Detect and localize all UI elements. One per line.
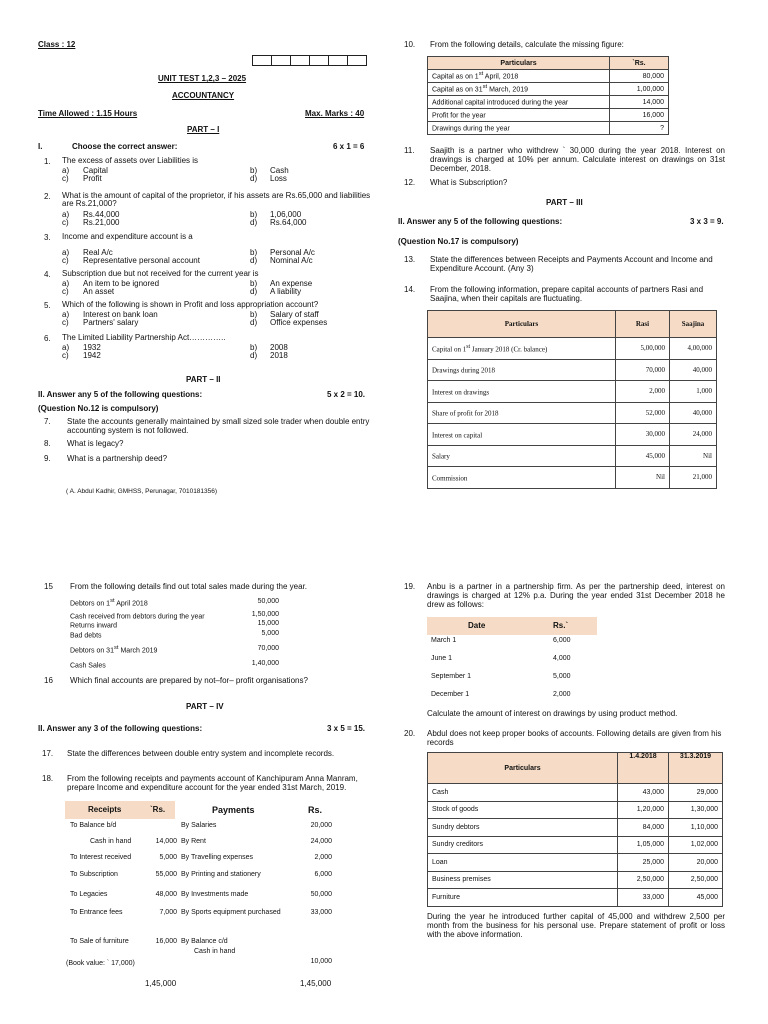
- class-label: Class : 12: [38, 40, 76, 49]
- q20-header-date2: 31.3.2019: [669, 753, 723, 784]
- q14-particular-pre: Commission: [432, 473, 468, 482]
- q18-receipt-item: To Interest received: [70, 854, 132, 861]
- mcq-question: What is the amount of capital of the proprietor, if his assets are Rs.65,000 and liabilities are Rs.21,000?: [62, 191, 371, 208]
- q20-closing: 29,000: [669, 784, 723, 802]
- part2-compulsory: (Question No.12 is compulsory): [38, 404, 159, 413]
- q10-particular-post: March, 2019: [487, 86, 528, 94]
- option-text: Personal A/c: [270, 248, 315, 257]
- option-letter: d): [250, 218, 258, 227]
- q18-receipt-amount: 16,000: [155, 938, 177, 945]
- q16-number: 16: [44, 676, 53, 685]
- option-text: A liability: [270, 287, 302, 296]
- q15-item-sup: st: [110, 598, 115, 604]
- q14-saajina-value: 40,000: [670, 359, 717, 381]
- mcq-question: Subscription due but not received for the current year is: [62, 269, 259, 278]
- option-text: 1942: [83, 351, 101, 360]
- option-text: Profit: [83, 174, 102, 183]
- q14-particular: [428, 467, 616, 489]
- q19-header-shade: [427, 617, 597, 635]
- q15-value: 1,50,000: [251, 611, 279, 618]
- q10-table: [427, 56, 669, 135]
- q13-number: 13.: [404, 255, 416, 264]
- q14-number: 14.: [404, 285, 416, 294]
- q15-text: From the following details find out total sales made during the year.: [70, 582, 308, 591]
- option-letter: c): [62, 351, 69, 360]
- q7-number: 7.: [44, 417, 51, 426]
- q20-particular: Cash: [428, 784, 618, 802]
- q18-total-payments: 1,45,000: [300, 979, 332, 988]
- option-text: Rs.21,000: [83, 218, 120, 227]
- q14-saajina-value: Nil: [670, 445, 717, 467]
- q14-particular-post: January 2018 (Cr. balance): [470, 344, 548, 353]
- option-letter: d): [250, 287, 258, 296]
- q12-number: 12.: [404, 178, 416, 187]
- part4-instruction: II. Answer any 3 of the following questions:: [38, 724, 203, 733]
- q10-value: ?: [610, 122, 669, 135]
- q19-number: 19.: [404, 582, 416, 591]
- part3-compulsory: (Question No.17 is compulsory): [398, 237, 519, 246]
- q14-header-rasi: Rasi: [616, 311, 670, 338]
- part4-title: PART – IV: [186, 702, 224, 711]
- q14-header-saajina: Saajina: [670, 311, 717, 338]
- q14-row: [428, 424, 717, 446]
- q15-value: 1,40,000: [251, 660, 279, 667]
- q20-row: [428, 889, 723, 907]
- mcq-number: 4.: [44, 270, 51, 279]
- q10-particular: [428, 83, 610, 96]
- mcq-number: 2.: [44, 192, 51, 201]
- q10-number: 10.: [404, 40, 416, 49]
- mcq-number: 5.: [44, 301, 51, 310]
- option-letter: c): [62, 256, 69, 265]
- q15-item-sup: st: [113, 645, 119, 651]
- q15-number: 15: [44, 582, 53, 591]
- q10-header-rs: `Rs.: [610, 57, 669, 70]
- q15-value: 50,000: [257, 598, 279, 605]
- q20-particular: Furniture: [428, 889, 618, 907]
- q20-particular: Loan: [428, 854, 618, 872]
- q18-payment-amount: 10,000: [310, 958, 332, 965]
- q20-opening: 33,000: [618, 889, 669, 907]
- q20-particular: Stock of goods: [428, 801, 618, 819]
- q14-saajina-value: 4,00,000: [670, 338, 717, 360]
- q14-row: [428, 467, 717, 489]
- q20-text: Abdul does not keep proper books of accounts. Following details are given from his records: [427, 729, 722, 747]
- q19-date: June 1: [431, 655, 453, 662]
- q14-saajina-value: 24,000: [670, 424, 717, 446]
- q15-item-pre: Cash Sales: [70, 662, 106, 670]
- q15-item: [70, 645, 157, 654]
- option-text: 1932: [83, 343, 101, 352]
- option-letter: d): [250, 318, 258, 327]
- q7-text: State the accounts generally maintained by small sized sole trader when double entry accounting system is not followed.: [67, 417, 370, 435]
- q14-particular-pre: Interest on capital: [432, 430, 483, 439]
- q20-closing: 20,000: [669, 854, 723, 872]
- q8-text: What is legacy?: [67, 439, 124, 448]
- q19-text: Anbu is a partner in a partnership firm. As per the partnership deed, interest on drawings is charged at 12% p.a. During the year ended 31st December 2018 he drew as follows:: [427, 582, 725, 609]
- mcq-question: Income and expenditure account is a: [62, 232, 193, 241]
- q19-amount: 2,000: [553, 691, 571, 698]
- q14-row: [428, 381, 717, 403]
- q20-closing: 1,10,000: [669, 819, 723, 837]
- q19-date: March 1: [431, 637, 457, 644]
- q18-payment-amount: 2,000: [314, 854, 332, 861]
- option-text: Cash: [270, 166, 289, 175]
- option-letter: c): [62, 174, 69, 183]
- q19-date: September 1: [431, 673, 472, 680]
- q20-row: [428, 871, 723, 889]
- q10-value: 14,000: [610, 96, 669, 109]
- option-letter: c): [62, 218, 69, 227]
- q15-item: [70, 620, 117, 629]
- q10-particular-sup: st: [482, 84, 488, 91]
- option-text: Rs.44,000: [83, 210, 120, 219]
- option-letter: b): [250, 248, 258, 257]
- q14-row: [428, 359, 717, 381]
- q18-receipt-item: Cash in hand: [90, 838, 132, 845]
- q19-header-date: Date: [468, 621, 486, 630]
- q20-opening: 25,000: [618, 854, 669, 872]
- q9-number: 9.: [44, 454, 51, 463]
- q20-particular: Sundry debtors: [428, 819, 618, 837]
- option-letter: d): [250, 256, 258, 265]
- q10-row: [428, 70, 669, 83]
- q20-row: [428, 784, 723, 802]
- option-letter: a): [62, 343, 70, 352]
- q18-payment-item: By Printing and stationery: [181, 871, 261, 878]
- q10-particular-pre: Additional capital introduced during the year: [432, 99, 569, 107]
- q18-receipt-item: To Sale of furniture: [70, 938, 129, 945]
- q20-opening: 1,05,000: [618, 836, 669, 854]
- option-letter: c): [62, 318, 69, 327]
- q18-payment-item: By Investments made: [181, 891, 249, 898]
- option-text: Interest on bank loan: [83, 310, 158, 319]
- q14-particular: [428, 381, 616, 403]
- q15-item-post: April 2018: [114, 600, 148, 608]
- q13-text: State the differences between Receipts and Payments Account and Income and Expenditure Account. (Any 3): [430, 255, 713, 273]
- option-text: An item to be ignored: [83, 279, 160, 288]
- q14-particular: [428, 445, 616, 467]
- part2-marks: 5 x 2 = 10.: [327, 390, 366, 399]
- q20-closing: 2,50,000: [669, 871, 723, 889]
- q10-particular: [428, 96, 610, 109]
- q15-item: [70, 630, 102, 639]
- q20-opening: 1,20,000: [618, 801, 669, 819]
- part3-title: PART – III: [546, 198, 583, 207]
- q8-number: 8.: [44, 439, 51, 448]
- q18-payment-item: By Rent: [181, 838, 206, 845]
- q14-particular-pre: Salary: [432, 452, 450, 461]
- option-text: Salary of staff: [270, 310, 319, 319]
- q18-receipt-amount: 14,000: [155, 838, 177, 845]
- q18-receipt-item: (Book value: ` 17,000): [66, 960, 135, 967]
- q17-text: State the differences between double entry system and incomplete records.: [67, 749, 335, 758]
- option-text: 2018: [270, 351, 288, 360]
- q10-particular-pre: Drawings during the year: [432, 125, 510, 133]
- q15-item-pre: Bad debts: [70, 632, 102, 640]
- option-letter: d): [250, 174, 258, 183]
- mcq-question: Which of the following is shown in Profit and loss appropriation account?: [62, 300, 319, 309]
- part4-marks: 3 x 5 = 15.: [327, 724, 366, 733]
- option-text: An expense: [270, 279, 313, 288]
- q15-item-post: March 2019: [118, 647, 158, 655]
- q18-receipt-amount: 7,000: [159, 909, 177, 916]
- subject-title: ACCOUNTANCY: [172, 91, 235, 100]
- option-letter: a): [62, 279, 70, 288]
- q14-particular-pre: Capital on 1: [432, 344, 467, 353]
- option-text: 1,06,000: [270, 210, 302, 219]
- q11-text: Saajith is a partner who withdrew ` 30,000 during the year 2018. Interest on drawings is charged at 10% per annum. Calculate interest on drawings on 31st December, 2018.: [430, 146, 725, 173]
- option-letter: b): [250, 343, 258, 352]
- q20-closing: 45,000: [669, 889, 723, 907]
- q15-value: 5,000: [261, 630, 279, 637]
- part2-instruction: II. Answer any 5 of the following questions:: [38, 390, 203, 399]
- option-text: Partners' salary: [83, 318, 139, 327]
- q20-closing: 1,02,000: [669, 836, 723, 854]
- q18-payment-item: By Travelling expenses: [181, 854, 253, 861]
- q14-particular-pre: Share of profit for 2018: [432, 409, 499, 418]
- q18-header-receipts: Receipts: [88, 805, 122, 814]
- option-text: 2008: [270, 343, 288, 352]
- q18-receipt-amount: 48,000: [155, 891, 177, 898]
- q18-total-receipts: 1,45,000: [145, 979, 177, 988]
- part1-instruction: Choose the correct answer:: [72, 142, 178, 151]
- q14-particular: [428, 359, 616, 381]
- option-letter: a): [62, 248, 70, 257]
- q10-particular: [428, 109, 610, 122]
- q20-header-date1: 1.4.2018: [618, 753, 669, 784]
- q18-payment-amount: 6,000: [314, 871, 332, 878]
- q18-payment-amount: 33,000: [310, 909, 332, 916]
- q18-payment-amount: 24,000: [310, 838, 332, 845]
- q14-rasi-value: 70,000: [616, 359, 670, 381]
- q20-header-particulars: Particulars: [428, 753, 618, 784]
- q14-rasi-value: 52,000: [616, 402, 670, 424]
- q14-table: [427, 310, 717, 489]
- q14-row: [428, 445, 717, 467]
- option-text: Office expenses: [270, 318, 328, 327]
- q15-item-pre: Returns inward: [70, 622, 118, 630]
- q18-payment-amount: 20,000: [310, 822, 332, 829]
- option-letter: d): [250, 351, 258, 360]
- q18-payment-item: By Salaries: [181, 822, 217, 829]
- option-letter: a): [62, 166, 70, 175]
- part2-title: PART – II: [186, 375, 221, 384]
- q18-receipt-item: To Legacies: [70, 891, 108, 898]
- q10-value: 1,00,000: [610, 83, 669, 96]
- q18-receipt-item: To Entrance fees: [70, 909, 123, 916]
- q20-row: [428, 854, 723, 872]
- q14-particular-pre: Interest on drawings: [432, 387, 490, 396]
- mcq-question: The excess of assets over Liabilities is: [62, 156, 199, 165]
- q14-saajina-value: 21,000: [670, 467, 717, 489]
- part3-instruction: II. Answer any 5 of the following questions:: [398, 217, 563, 226]
- option-letter: b): [250, 166, 258, 175]
- q20-particular: Sundry creditors: [428, 836, 618, 854]
- option-letter: b): [250, 279, 258, 288]
- test-title: UNIT TEST 1,2,3 – 2025: [158, 74, 247, 83]
- q14-particular: [428, 402, 616, 424]
- q15-item: [70, 611, 205, 620]
- q18-receipt-item: To Subscription: [70, 871, 118, 878]
- mcq-question: The Limited Liability Partnership Act…………..: [62, 333, 226, 342]
- q14-rasi-value: 5,00,000: [616, 338, 670, 360]
- mcq-number: 3.: [44, 233, 51, 242]
- q20-row: [428, 836, 723, 854]
- q14-particular: [428, 424, 616, 446]
- q20-row: [428, 819, 723, 837]
- mcq-number: 6.: [44, 334, 51, 343]
- q20-particular: Business premises: [428, 871, 618, 889]
- q19-date: December 1: [431, 691, 470, 698]
- q19-footer: Calculate the amount of interest on drawings by using product method.: [427, 709, 678, 718]
- q19-amount: 4,000: [553, 655, 571, 662]
- q18-header-payments: Payments: [212, 805, 255, 815]
- option-letter: b): [250, 210, 258, 219]
- option-letter: b): [250, 310, 258, 319]
- q9-text: What is a partnership deed?: [67, 454, 168, 463]
- option-text: Nominal A/c: [270, 256, 313, 265]
- q20-number: 20.: [404, 729, 416, 738]
- q18-payment-item: By Balance c/d: [181, 938, 228, 945]
- q10-particular-pre: Capital as on 31: [432, 86, 483, 94]
- q19-amount: 6,000: [553, 637, 571, 644]
- q10-particular-sup: st: [478, 71, 484, 78]
- q14-row: [428, 402, 717, 424]
- max-marks: Max. Marks : 40: [305, 109, 365, 118]
- q20-closing: 1,30,000: [669, 801, 723, 819]
- q14-rasi-value: 30,000: [616, 424, 670, 446]
- q14-row: [428, 338, 717, 360]
- q15-item-pre: Debtors on 1: [70, 600, 111, 608]
- q18-text: From the following receipts and payments account of Kanchipuram Anna Manram, prepare Income and expenditure account for the year ended 31st March, 2019.: [67, 774, 358, 792]
- q16-text: Which final accounts are prepared by not–for– profit organisations?: [70, 676, 308, 685]
- q10-particular-pre: Profit for the year: [432, 112, 486, 120]
- q10-value: 80,000: [610, 70, 669, 83]
- q20-table: [427, 752, 723, 907]
- q14-particular: [428, 338, 616, 360]
- q14-rasi-value: 45,000: [616, 445, 670, 467]
- author-credit: ( A. Abdul Kadhir, GMHSS, Perunagar, 7010181356): [66, 488, 218, 495]
- option-text: Representative personal account: [83, 256, 200, 265]
- q19-header-rs: Rs.`: [553, 621, 569, 630]
- q11-number: 11.: [404, 146, 415, 155]
- q10-particular: [428, 70, 610, 83]
- option-text: Loss: [270, 174, 287, 183]
- q17-number: 17.: [42, 749, 54, 758]
- part1-marks: 6 x 1 = 6: [333, 142, 365, 151]
- q20-opening: 2,50,000: [618, 871, 669, 889]
- q20-footer: During the year he introduced further capital of 45,000 and withdrew 2,500 per month from the business for his personal use. Prepare statement of profit or loss with the above information.: [427, 912, 725, 939]
- q10-row: [428, 122, 669, 135]
- q14-rasi-value: 2,000: [616, 381, 670, 403]
- q18-receipt-amount: 55,000: [155, 871, 177, 878]
- q15-item-pre: Debtors on 31: [70, 647, 114, 655]
- q18-receipt-amount: 5,000: [159, 854, 177, 861]
- q18-payment-amount: 50,000: [310, 891, 332, 898]
- q18-header-rs1: `Rs.: [150, 805, 166, 814]
- q14-rasi-value: Nil: [616, 467, 670, 489]
- q10-row: [428, 96, 669, 109]
- q18-receipt-item: To Balance b/d: [70, 822, 117, 829]
- q12-text: What is Subscription?: [430, 178, 508, 187]
- q20-row: [428, 801, 723, 819]
- q20-opening: 43,000: [618, 784, 669, 802]
- q15-value: 15,000: [257, 620, 279, 627]
- time-allowed: Time Allowed : 1.15 Hours: [38, 109, 138, 118]
- q10-text: From the following details, calculate the missing figure:: [430, 40, 624, 49]
- q15-item: [70, 660, 106, 669]
- option-text: An asset: [83, 287, 115, 296]
- part1-title: PART – I: [187, 125, 220, 134]
- q10-row: [428, 109, 669, 122]
- option-text: Rs.64,000: [270, 218, 307, 227]
- part3-marks: 3 x 3 = 9.: [690, 217, 724, 226]
- q10-particular: [428, 122, 610, 135]
- q20-opening: 84,000: [618, 819, 669, 837]
- q14-particular-sup: st: [466, 343, 471, 350]
- q18-number: 18.: [42, 774, 54, 783]
- roll-number-boxes: [252, 55, 367, 66]
- option-letter: c): [62, 287, 69, 296]
- q10-row: [428, 83, 669, 96]
- q15-item-pre: Cash received from debtors during the year: [70, 613, 205, 621]
- q10-particular-pre: Capital as on 1: [432, 73, 479, 81]
- q10-value: 16,000: [610, 109, 669, 122]
- option-letter: a): [62, 210, 70, 219]
- part1-roman: I.: [38, 142, 43, 151]
- q19-amount: 5,000: [553, 673, 571, 680]
- q14-text: From the following information, prepare capital accounts of partners Rasi and Saajina, when their capitals are fluctuating.: [430, 285, 704, 303]
- q14-particular-pre: Drawings during 2018: [432, 366, 495, 375]
- q18-payment-item: Cash in hand: [194, 948, 236, 955]
- q15-item: [70, 598, 148, 607]
- q18-header-rs2: Rs.: [308, 805, 323, 815]
- option-text: Real A/c: [83, 248, 113, 257]
- mcq-number: 1.: [44, 157, 51, 166]
- q15-value: 70,000: [257, 645, 279, 652]
- q10-particular-post: April, 2018: [483, 73, 519, 81]
- q10-header-particulars: Particulars: [428, 57, 610, 70]
- q14-saajina-value: 40,000: [670, 402, 717, 424]
- option-letter: a): [62, 310, 70, 319]
- q18-payment-item: By Sports equipment purchased: [181, 909, 281, 916]
- q14-saajina-value: 1,000: [670, 381, 717, 403]
- q14-header-particulars: Particulars: [428, 311, 616, 338]
- option-text: Capital: [83, 166, 108, 175]
